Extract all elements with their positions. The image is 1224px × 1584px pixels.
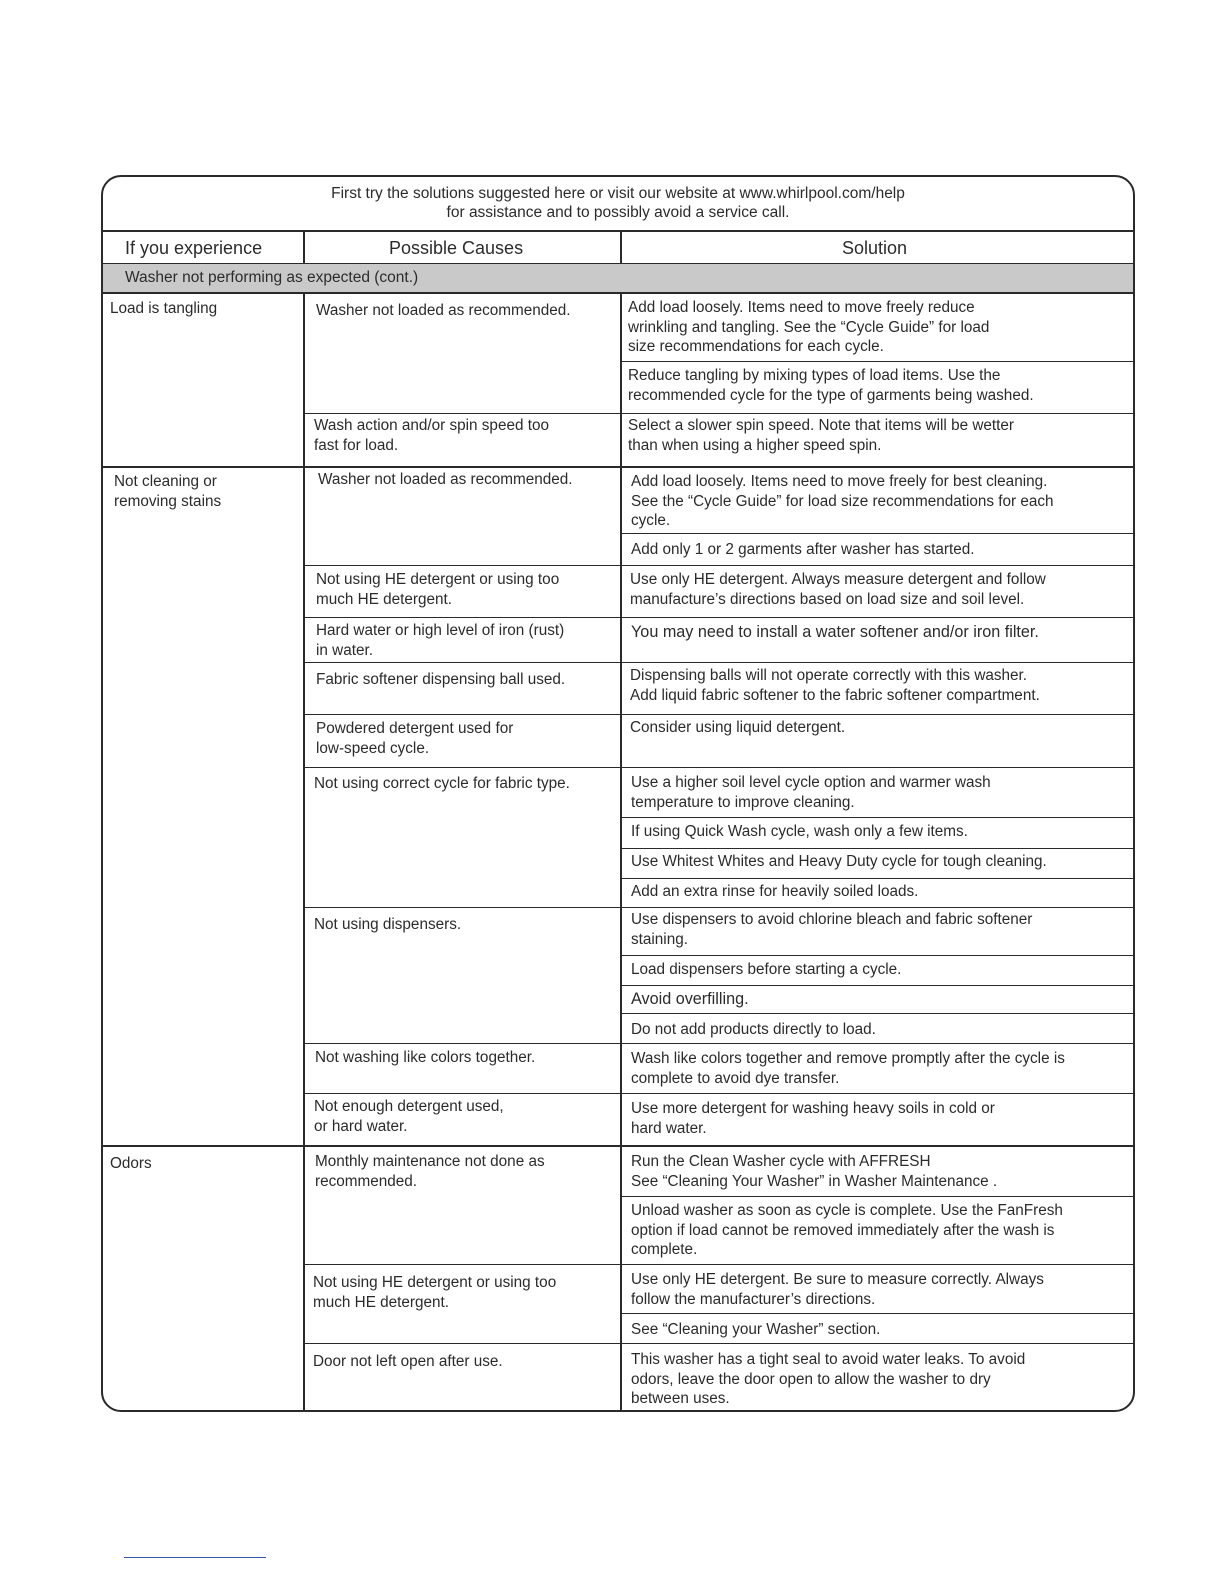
divider [303, 662, 1133, 663]
cause-text: Not washing like colors together. [315, 1049, 536, 1066]
solution-text: Use dispensers to avoid chlorine bleach and fabric softener staining. [631, 911, 1033, 948]
solution-text: Load dispensers before starting a cycle. [631, 961, 902, 978]
divider [103, 466, 1133, 468]
cause-text: Monthly maintenance not done as recommended. [315, 1153, 545, 1190]
cause-text: Washer not loaded as recommended. [316, 302, 571, 319]
solution-text: Do not add products directly to load. [631, 1021, 876, 1038]
divider [620, 985, 1133, 986]
solution-text: Reduce tangling by mixing types of load items. Use the recommended cycle for the type of garments being washed. [628, 367, 1034, 404]
solution-text: Consider using liquid detergent. [630, 719, 846, 736]
divider [303, 1043, 1133, 1044]
section-band: Washer not performing as expected (cont.) [103, 264, 1133, 292]
divider [620, 292, 622, 1412]
solution-text: If using Quick Wash cycle, wash only a few items. [631, 823, 968, 840]
divider [303, 230, 305, 264]
divider [620, 848, 1133, 849]
solution-text: Use only HE detergent. Always measure detergent and follow manufacture’s directions based on load size and soil level. [630, 571, 1046, 608]
cause-text: Not using correct cycle for fabric type. [314, 775, 570, 792]
solution-text: See “Cleaning your Washer” section. [631, 1321, 881, 1338]
cause-text: Door not left open after use. [313, 1353, 503, 1370]
footer-rule [124, 1557, 266, 1558]
cause-text: Washer not loaded as recommended. [318, 471, 573, 488]
divider [303, 767, 1133, 768]
help-notice-line-1: First try the solutions suggested here or visit our website at www.whirlpool.com/help [331, 185, 905, 202]
header-solution: Solution [842, 238, 908, 258]
solution-text: Wash like colors together and remove promptly after the cycle is complete to avoid dye transfer. [631, 1050, 1065, 1087]
divider [620, 1013, 1133, 1014]
divider [303, 714, 1133, 715]
solution-text: Run the Clean Washer cycle with AFFRESH See “Cleaning Your Washer” in Washer Maintenance . [631, 1153, 998, 1190]
divider [620, 955, 1133, 956]
divider [620, 817, 1133, 818]
solution-text: You may need to install a water softener and/or iron filter. [631, 623, 1039, 641]
cause-text: Not using dispensers. [314, 916, 462, 933]
cause-text: Wash action and/or spin speed too fast for load. [314, 417, 549, 454]
divider [620, 1313, 1133, 1314]
solution-text: Dispensing balls will not operate correctly with this washer. Add liquid fabric softener to the fabric softener compartment. [630, 667, 1040, 704]
solution-text: Use only HE detergent. Be sure to measure correctly. Always follow the manufacturer’s directions. [631, 1271, 1044, 1308]
divider [620, 230, 622, 264]
solution-text: Add load loosely. Items need to move freely for best cleaning. See the “Cycle Guide” for load size recommendations for each cycle. [631, 473, 1054, 529]
divider [620, 1196, 1133, 1197]
cause-text: Hard water or high level of iron (rust) in water. [316, 622, 565, 659]
divider [103, 1145, 1133, 1147]
help-notice-line-2: for assistance and to possibly avoid a service call. [446, 204, 790, 221]
header-causes: Possible Causes [389, 238, 524, 258]
header-experience: If you experience [125, 238, 263, 258]
help-notice [103, 177, 1133, 231]
solution-text: Select a slower spin speed. Note that items will be wetter than when using a higher speed spin. [628, 417, 1014, 454]
cause-text: Not using HE detergent or using too much HE detergent. [313, 1274, 557, 1311]
problem-odors: Odors [110, 1155, 152, 1172]
solution-text: Add load loosely. Items need to move freely reduce wrinkling and tangling. See the “Cycle Guide” for load size recommendations for each cycle. [628, 299, 990, 355]
divider [303, 413, 1133, 414]
problem-not-cleaning: Not cleaning or removing stains [114, 473, 222, 510]
problem-load-tangling: Load is tangling [110, 300, 218, 317]
divider [620, 533, 1133, 534]
divider [303, 907, 1133, 908]
divider [103, 292, 1133, 294]
solution-text: Use more detergent for washing heavy soils in cold or hard water. [631, 1100, 995, 1137]
cause-text: Powdered detergent used for low-speed cycle. [316, 720, 514, 757]
solution-text: Use a higher soil level cycle option and warmer wash temperature to improve cleaning. [631, 774, 991, 811]
divider [303, 1343, 1133, 1344]
divider [303, 565, 1133, 566]
cause-text: Not using HE detergent or using too much HE detergent. [316, 571, 560, 608]
divider [303, 1264, 1133, 1265]
cause-text: Fabric softener dispensing ball used. [316, 671, 566, 688]
divider [303, 1093, 1133, 1094]
solution-text: Add an extra rinse for heavily soiled loads. [631, 883, 919, 900]
solution-text: Add only 1 or 2 garments after washer has started. [631, 541, 975, 558]
divider [620, 878, 1133, 879]
solution-text: This washer has a tight seal to avoid water leaks. To avoid odors, leave the door open to allow the washer to dry between uses. [631, 1351, 1026, 1407]
divider [620, 361, 1133, 362]
cause-text: Not enough detergent used, or hard water. [314, 1098, 504, 1135]
divider [303, 617, 1133, 618]
divider [303, 292, 305, 1412]
solution-text: Unload washer as soon as cycle is complete. Use the FanFresh option if load cannot be removed immediately after the wash is complete. [631, 1202, 1063, 1258]
solution-text: Use Whitest Whites and Heavy Duty cycle for tough cleaning. [631, 853, 1047, 870]
troubleshooting-table [101, 175, 1135, 1412]
solution-text: Avoid overfilling. [631, 990, 749, 1008]
